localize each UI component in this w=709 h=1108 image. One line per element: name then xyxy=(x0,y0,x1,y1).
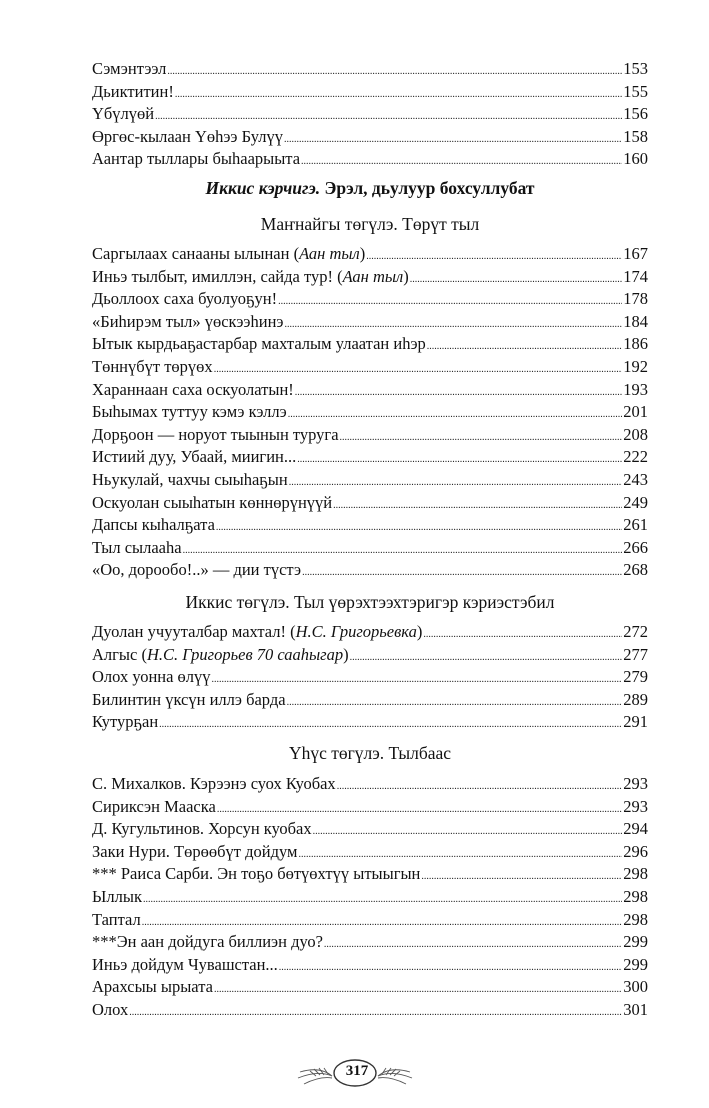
toc-entry-page-number: 294 xyxy=(623,819,648,839)
toc-entry-title-text: Истиий дуу, Убаай, миигин... xyxy=(92,447,297,467)
toc-entry-title-text: Ыллык xyxy=(92,886,142,906)
toc-entry-title xyxy=(92,81,174,104)
toc-entry xyxy=(92,266,648,289)
toc-entry xyxy=(92,999,648,1022)
toc-entry-title xyxy=(92,266,409,289)
dot-leader xyxy=(216,517,622,540)
toc-entry-title-text: Быһымах туттуу кэмэ кэллэ xyxy=(92,402,287,422)
toc-entry-title-text: Саргылаах санааны ылынан ( xyxy=(92,244,300,263)
toc-entry xyxy=(92,103,648,126)
toc-entry-title-text: Өргөс-кылаан Үөһээ Булүү xyxy=(92,126,283,146)
toc-entry-title xyxy=(92,773,336,796)
toc-entry xyxy=(92,931,648,954)
toc-entry-page-number: 268 xyxy=(623,560,648,580)
toc-entry-page-number: 293 xyxy=(623,774,648,793)
toc-entry-page-number: 301 xyxy=(623,999,648,1019)
toc-entry-title xyxy=(92,621,422,644)
dot-leader xyxy=(302,562,622,585)
toc-entry-title xyxy=(92,537,182,560)
dot-leader xyxy=(129,1002,622,1025)
toc-entry-title-text: Аантар тыллары быһаарыыта xyxy=(92,149,301,169)
toc-entry xyxy=(92,446,648,469)
toc-entry-title-text: С. Михалков. Кэрээнэ суох Куобах xyxy=(92,774,336,793)
toc-entry-title-text: Олох уонна өлүү xyxy=(92,667,211,687)
dot-leader xyxy=(324,934,622,957)
dot-leader xyxy=(313,821,623,844)
toc-entry-page-number: 249 xyxy=(623,492,648,512)
toc-entry-page-number: 277 xyxy=(623,644,648,664)
toc-entry xyxy=(92,886,648,909)
dot-leader xyxy=(333,495,622,518)
toc-entry-title xyxy=(92,58,166,81)
toc-entry-title-text: Кутурҕан xyxy=(92,712,159,732)
toc-entry-title xyxy=(92,909,141,932)
toc-entry xyxy=(92,401,648,424)
toc-entry-title xyxy=(92,401,287,424)
toc-entry-page-number: 298 xyxy=(623,909,648,929)
dot-leader xyxy=(175,84,622,107)
toc-entry-title-text: Тыл сылааһа xyxy=(92,537,182,557)
toc-entry-title xyxy=(92,863,420,886)
toc-entry-title-text: Билинтин үксүн иллэ барда xyxy=(92,689,286,709)
toc-entry-title-text: Сириксэн Мааска xyxy=(92,796,216,816)
part-heading-bold: Эрэл, дьулуур бохсуллубат xyxy=(320,178,535,198)
toc-entry-title-italic: Аан тыл xyxy=(299,244,360,263)
toc-entry-title xyxy=(92,796,216,819)
toc-entry-title-text: Хараннаан саха оскуолатын! xyxy=(92,379,294,399)
toc-entry xyxy=(92,311,648,334)
toc-entry-page-number: 272 xyxy=(623,622,648,641)
toc-section3 xyxy=(92,773,648,1022)
toc-entry xyxy=(92,492,648,515)
toc-entry-page-number: 160 xyxy=(623,149,648,169)
toc-entry-title xyxy=(92,333,426,356)
toc-entry-page-number: 293 xyxy=(623,796,648,816)
toc-entry-title xyxy=(92,514,215,537)
toc-entry xyxy=(92,333,648,356)
toc-entry-page-number: 261 xyxy=(623,515,648,535)
toc-entry xyxy=(92,976,648,999)
toc-entry-page-number: 299 xyxy=(623,954,648,974)
toc-entry xyxy=(92,954,648,977)
section1-heading: Маҥнайгы төгүлэ. Төрүт тыл xyxy=(260,214,480,234)
dot-leader xyxy=(159,714,622,737)
page-number: 317 xyxy=(345,1063,369,1079)
dot-leader xyxy=(278,291,622,314)
toc-entry-page-number: 158 xyxy=(623,126,648,146)
toc-entry-title xyxy=(92,818,312,841)
toc-entry-title-italic: Н.С. Григорьевка xyxy=(295,622,417,641)
toc-entry-title-suffix: ) xyxy=(343,644,349,664)
toc-entry-title xyxy=(92,311,283,334)
toc-entry-title-text: *** Раиса Сарби. Эн тоҕо бөтүөхтүү ытыыгын xyxy=(92,864,421,884)
toc-entry xyxy=(92,58,648,81)
toc-entry-page-number: 167 xyxy=(623,244,648,263)
toc-entry-title-text: Ньукулай, чахчы сыыһаҕын xyxy=(92,469,288,489)
toc-entry-title xyxy=(92,243,365,266)
toc-entry xyxy=(92,424,648,447)
toc-entry xyxy=(92,148,648,171)
toc-entry-page-number: 192 xyxy=(623,356,648,376)
toc-entry-page-number: 300 xyxy=(623,977,648,997)
toc-entry-title-text: Таптал xyxy=(92,909,141,929)
toc-entry xyxy=(92,126,648,149)
toc-entry-title-text: Үбүлүөй xyxy=(92,104,155,124)
toc-entry xyxy=(92,243,648,266)
toc-entry xyxy=(92,773,648,796)
dot-leader xyxy=(143,889,622,912)
toc-entry-title xyxy=(92,103,154,126)
toc-entry-page-number: 289 xyxy=(623,689,648,709)
dot-leader xyxy=(297,449,622,472)
toc-entry-title xyxy=(92,126,283,149)
toc-entry-title-italic: Аан тыл xyxy=(342,266,404,286)
toc-entry-title-text: Оскуолан сыыһатын көннөрүнүүй xyxy=(92,492,333,512)
toc-entry xyxy=(92,621,648,644)
toc-entry-page-number: 291 xyxy=(623,712,648,732)
toc-entry-page-number: 279 xyxy=(623,667,648,687)
part-heading-italic: Иккис кэрчигэ. xyxy=(205,178,321,198)
toc-entry-title-suffix: ) xyxy=(359,244,366,263)
toc-entry xyxy=(92,841,648,864)
dot-leader xyxy=(167,61,622,84)
dot-leader xyxy=(279,957,622,980)
toc-entry-page-number: 184 xyxy=(623,311,648,331)
toc-entry xyxy=(92,537,648,560)
toc-entry xyxy=(92,863,648,886)
dot-leader xyxy=(337,776,623,799)
toc-entry xyxy=(92,689,648,712)
toc-entry-page-number: 222 xyxy=(623,447,648,467)
toc-entry xyxy=(92,559,648,582)
toc-entry-title-text: Дуолан учууталбар махтал! ( xyxy=(92,622,296,641)
toc-entry xyxy=(92,469,648,492)
toc-entry-title-text: Д. Кугультинов. Хорсун куобах xyxy=(92,819,312,839)
toc-entry-title xyxy=(92,492,332,515)
toc-entry-title xyxy=(92,954,278,977)
section3-heading: Үһүс төгүлэ. Тылбаас xyxy=(288,743,452,763)
dot-leader xyxy=(410,269,622,292)
toc-entry-title xyxy=(92,379,294,402)
toc-entry-title-text: Дапсы кыһалҕата xyxy=(92,515,215,535)
dot-leader xyxy=(289,472,623,495)
toc-entry-page-number: 186 xyxy=(623,334,648,354)
toc-entry-title xyxy=(92,689,286,712)
toc-entry xyxy=(92,644,648,667)
toc-entry-title xyxy=(92,644,349,667)
toc-section1 xyxy=(92,243,648,582)
toc-entry-title xyxy=(92,976,213,999)
toc-entry-page-number: 208 xyxy=(623,424,648,444)
toc-entry-title-text: Алгыс ( xyxy=(92,644,147,664)
toc-entry-title xyxy=(92,666,211,689)
toc-entry-title-text: «Оо, дорообо!..» — дии түстэ xyxy=(92,560,302,580)
toc-entry-title xyxy=(92,559,301,582)
toc-entry-page-number: 243 xyxy=(623,469,648,489)
toc-entry-title-text: Төннүбүт төрүөх xyxy=(92,356,213,376)
toc-entry-title-text: ***Эн аан дойдуга биллиэн дуо? xyxy=(92,932,323,952)
toc-entry xyxy=(92,909,648,932)
toc-entry-title xyxy=(92,841,297,864)
toc-entry-page-number: 298 xyxy=(623,886,648,906)
toc-entry-title xyxy=(92,931,323,954)
toc-entry-title-text: Дорҕоон — норуот тыынын туруга xyxy=(92,424,339,444)
dot-leader xyxy=(214,979,622,1002)
toc-entry-title-text: Дьиктитин! xyxy=(92,81,174,101)
toc-entry-page-number: 155 xyxy=(623,81,648,101)
toc-entry-title xyxy=(92,711,158,734)
toc-entry-title-text: «Биһирэм тыл» үөскээһинэ xyxy=(92,311,284,331)
toc-entry xyxy=(92,818,648,841)
toc-entry-title xyxy=(92,999,128,1022)
toc-entry xyxy=(92,796,648,819)
toc-entry-page-number: 266 xyxy=(623,537,648,557)
toc-entry xyxy=(92,379,648,402)
dot-leader xyxy=(287,692,623,715)
toc-entry-title-suffix: ) xyxy=(403,266,409,286)
toc-entry-page-number: 193 xyxy=(623,379,648,399)
toc-entry xyxy=(92,288,648,311)
toc-entry xyxy=(92,81,648,104)
dot-leader xyxy=(301,151,622,174)
toc-entry-page-number: 178 xyxy=(623,289,648,309)
toc-entry-title xyxy=(92,469,288,492)
toc-entry-title-text: Иньэ тылбыт, имиллэн, сайда тур! ( xyxy=(92,266,343,286)
toc-entry-title-text: Дьоллоох саха буолуоҕун! xyxy=(92,289,278,309)
toc-entry-title xyxy=(92,424,339,447)
toc-entry-title-italic: Н.С. Григорьев 70 сааһыгар xyxy=(146,644,344,664)
dot-leader xyxy=(295,382,622,405)
toc-entry xyxy=(92,356,648,379)
toc-entry xyxy=(92,666,648,689)
toc-entry xyxy=(92,514,648,537)
dot-leader xyxy=(350,647,623,670)
dot-leader xyxy=(427,336,622,359)
toc-entry-page-number: 201 xyxy=(623,402,648,422)
toc-section2 xyxy=(92,621,648,734)
toc-entry-page-number: 174 xyxy=(623,266,648,286)
toc-section-top xyxy=(92,58,648,171)
toc-entry-page-number: 299 xyxy=(623,932,648,952)
toc-entry-page-number: 156 xyxy=(623,104,648,124)
toc-entry-title-text: Иньэ дойдум Чувашстан... xyxy=(92,954,278,974)
toc-entry-title-suffix: ) xyxy=(416,622,423,641)
toc-entry-title xyxy=(92,148,300,171)
toc-entry-page-number: 298 xyxy=(623,864,648,884)
toc-entry-title xyxy=(92,446,296,469)
toc-entry xyxy=(92,711,648,734)
toc-entry-title-text: Олох xyxy=(92,999,129,1019)
toc-entry-title-text: Ытык кырдьаҕастарбар махталым улаатан иһэр xyxy=(92,334,426,354)
toc-entry-title-text: Арахсыы ырыата xyxy=(92,977,213,997)
dot-leader xyxy=(284,129,622,152)
toc-entry-title-text: Сэмэнтээл xyxy=(92,59,167,78)
part-heading xyxy=(92,178,648,199)
toc-entry-page-number: 296 xyxy=(623,841,648,861)
toc-entry-title-text: Заки Нури. Төрөөбүт дойдум xyxy=(92,841,298,861)
dot-leader xyxy=(340,427,623,450)
toc-entry-title xyxy=(92,356,213,379)
toc-entry-title xyxy=(92,288,277,311)
toc-entry-page-number: 153 xyxy=(623,59,648,78)
section2-heading: Иккис төгүлэ. Тыл үөрэхтээхтэригэр кэриэстэбил xyxy=(185,592,555,612)
dot-leader xyxy=(421,866,622,889)
dot-leader xyxy=(423,624,622,647)
toc-entry-title xyxy=(92,886,142,909)
